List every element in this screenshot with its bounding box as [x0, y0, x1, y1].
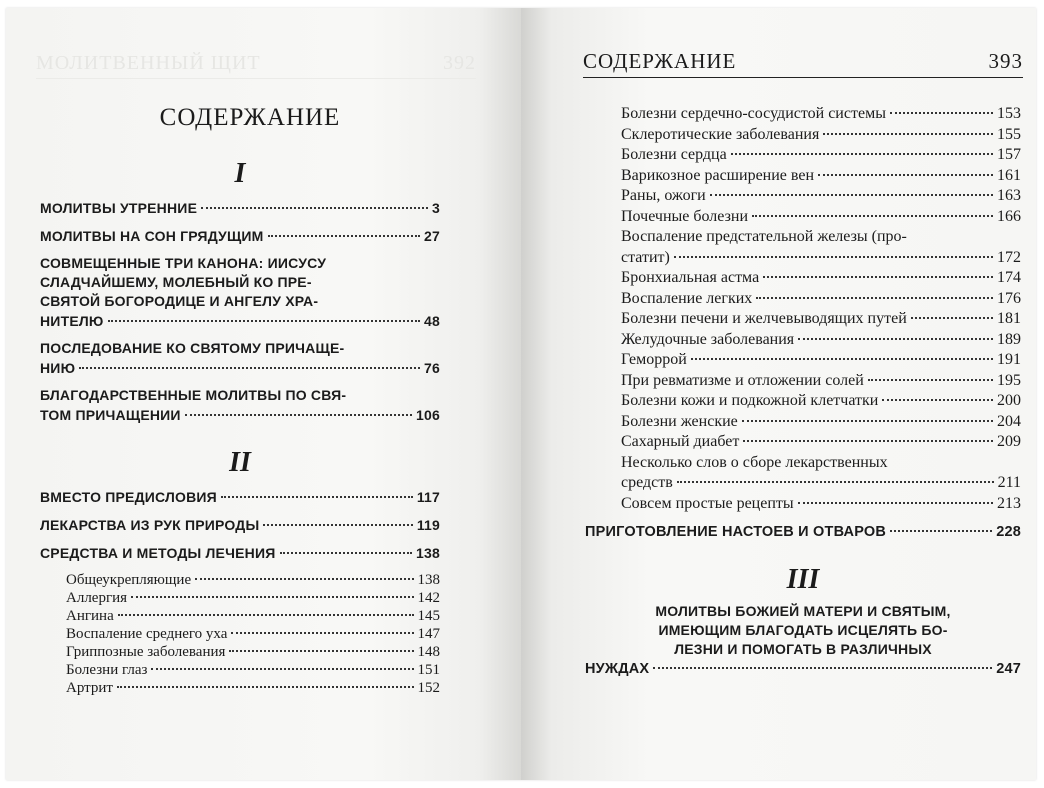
- toc-entry: [40, 198, 440, 218]
- toc-entry-line: ИМЕЮЩИМ БЛАГОДАТЬ ИСЦЕЛЯТЬ БО-: [658, 622, 948, 638]
- toc-entry: [621, 207, 1021, 228]
- toc-entry: [621, 391, 1021, 412]
- section-2-entries: [40, 487, 440, 571]
- toc-entry: [621, 432, 1021, 453]
- leader-dots: [195, 578, 413, 580]
- toc-entry-page: 161: [997, 166, 1021, 184]
- toc-entry: [621, 309, 1021, 330]
- leader-dots: [268, 235, 420, 237]
- toc-entry-page: 151: [417, 662, 440, 678]
- toc-entry-text: Воспаление легких: [621, 289, 753, 307]
- leader-dots: [131, 596, 413, 598]
- toc-entry: [621, 166, 1021, 187]
- toc-entry-line: СЛАДЧАЙШЕМУ, МОЛЕБНЫЙ КО ПРЕ-: [40, 274, 312, 290]
- toc-entry-page: 142: [417, 590, 440, 606]
- right-page-number: 393: [988, 49, 1023, 73]
- toc-entry: [40, 339, 440, 378]
- leader-dots: [79, 367, 420, 369]
- toc-entry: [621, 186, 1021, 207]
- toc-entry-page: 176: [997, 289, 1021, 307]
- left-sub-entries: [40, 571, 440, 697]
- leader-dots: [691, 358, 993, 360]
- leader-dots: [882, 399, 993, 401]
- section-1-entries: [40, 198, 440, 425]
- toc-entry-page: 157: [997, 146, 1021, 163]
- toc-entry: [621, 125, 1021, 146]
- toc-entry-text: Склеротические заболевания: [621, 125, 820, 143]
- leader-dots: [185, 414, 412, 416]
- section-mark-3: III: [786, 564, 820, 595]
- toc-entry: [621, 371, 1021, 392]
- leader-dots: [280, 552, 413, 554]
- toc-entry-page: 119: [416, 517, 440, 533]
- toc-entry-line: ПОСЛЕДОВАНИЕ КО СВЯТОМУ ПРИЧАЩЕ-: [40, 340, 345, 356]
- entry-gap: [40, 378, 440, 386]
- toc-entry-text: ПРИГОТОВЛЕНИЕ НАСТОЕВ И ОТВАРОВ: [585, 524, 887, 540]
- toc-entry: [621, 289, 1021, 310]
- toc-entry: [40, 226, 440, 246]
- toc-entry-page: 155: [997, 125, 1021, 143]
- toc-entry: [621, 432, 1021, 453]
- toc-entry-text: Артрит: [66, 680, 113, 696]
- toc-entry: [40, 386, 440, 425]
- toc-entry: [40, 254, 440, 331]
- toc-entry: [40, 198, 440, 218]
- leader-dots: [151, 668, 413, 670]
- toc-entry: [66, 607, 440, 625]
- toc-entry: [40, 358, 440, 378]
- left-toc: [40, 104, 440, 697]
- leader-dots: [818, 174, 993, 176]
- toc-entry-page: 145: [417, 608, 440, 624]
- toc-entry-page: 138: [416, 545, 440, 561]
- toc-entry: [621, 268, 1021, 289]
- leader-dots: [108, 320, 420, 322]
- toc-entry-text: Воспаление среднего уха: [66, 626, 228, 642]
- toc-entry-text: Болезни сердечно-сосудистой системы: [621, 105, 886, 122]
- toc-entry: [621, 104, 1021, 125]
- toc-entry: [585, 602, 1021, 679]
- toc-entry-line: СВЯТОЙ БОГОРОДИЦЕ И АНГЕЛУ ХРА-: [40, 293, 319, 309]
- toc-entry-line: БЛАГОДАРСТВЕННЫЕ МОЛИТВЫ ПО СВЯ-: [40, 387, 347, 403]
- toc-entry-text: Сахарный диабет: [621, 433, 740, 450]
- right-page: [521, 8, 1036, 780]
- toc-entry: [585, 659, 1021, 679]
- toc-entry: [40, 487, 440, 507]
- toc-entry-page: 189: [997, 330, 1021, 348]
- toc-entry-page: 213: [997, 494, 1021, 512]
- toc-entry: [40, 405, 440, 425]
- toc-entry-line: ЛЕЗНИ И ПОМОГАТЬ В РАЗЛИЧНЫХ: [674, 641, 932, 657]
- leader-dots: [653, 667, 992, 669]
- entry-gap: [40, 535, 440, 543]
- entry-gap: [40, 218, 440, 226]
- toc-entry-text: Бронхиальная астма: [621, 269, 760, 286]
- toc-entry: [40, 226, 440, 246]
- toc-entry: [66, 625, 440, 643]
- leader-dots: [117, 686, 414, 688]
- toc-entry-page: 147: [417, 626, 440, 642]
- leader-dots: [674, 256, 993, 258]
- leader-dots: [263, 524, 412, 526]
- left-page: [6, 8, 521, 780]
- toc-entry-page: 200: [997, 392, 1021, 409]
- toc-entry-page: 76: [424, 360, 440, 376]
- toc-entry: [621, 207, 1021, 228]
- toc-entry-page: 48: [424, 313, 440, 329]
- toc-entry-text: ВМЕСТО ПРЕДИСЛОВИЯ: [40, 489, 217, 505]
- toc-entry-text: Варикозное расширение вен: [621, 166, 815, 184]
- toc-entry-text: НИЮ: [40, 360, 76, 376]
- toc-entry: [66, 679, 440, 697]
- leader-dots: [229, 650, 413, 652]
- leader-dots: [868, 379, 993, 381]
- toc-entry-page: 174: [997, 269, 1021, 286]
- toc-entry-page: 204: [997, 412, 1021, 430]
- toc-entry: [40, 311, 440, 331]
- toc-entry-line: СОВМЕЩЕННЫЕ ТРИ КАНОНА: ИИСУСУ: [40, 255, 327, 271]
- leader-dots: [677, 481, 994, 483]
- leader-dots: [823, 133, 993, 135]
- toc-entry-text: Аллергия: [66, 590, 128, 606]
- leader-dots: [118, 614, 414, 616]
- toc-entry-page: 209: [997, 433, 1021, 450]
- leader-dots: [756, 297, 993, 299]
- leader-dots: [798, 338, 993, 340]
- toc-entry-page: 181: [997, 310, 1021, 327]
- toc-entry-text: Гриппозные заболевания: [66, 644, 226, 660]
- leader-dots: [742, 420, 993, 422]
- leader-dots: [763, 276, 993, 278]
- leader-dots: [911, 317, 993, 319]
- toc-entry-page: 153: [997, 105, 1021, 122]
- leader-dots: [743, 440, 993, 442]
- toc-entry-text: Почечные болезни: [621, 207, 749, 225]
- toc-entry-text: Общеукрепляющие: [66, 572, 192, 588]
- toc-entry: [621, 125, 1021, 146]
- toc-entry: [66, 643, 440, 661]
- toc-entry-text: МОЛИТВЫ НА СОН ГРЯДУЩИМ: [40, 228, 264, 244]
- toc-entry: [621, 473, 1021, 494]
- toc-entry-page: 228: [996, 524, 1021, 540]
- toc-entry-text: Болезни глаз: [66, 662, 148, 678]
- toc-entry: [621, 494, 1021, 515]
- toc-entry: [621, 453, 1021, 494]
- right-running-title: СОДЕРЖАНИЕ: [583, 49, 737, 73]
- toc-entry-line: МОЛИТВЫ БОЖИЕЙ МАТЕРИ И СВЯТЫМ,: [655, 603, 951, 619]
- toc-entry-page: 148: [417, 644, 440, 660]
- toc-entry-text: МОЛИТВЫ УТРЕННИЕ: [40, 200, 198, 216]
- toc-entry-text: Болезни печени и желчевыводящих путей: [621, 310, 907, 327]
- toc-entry-text: статит): [621, 248, 670, 266]
- toc-entry-text: Болезни женские: [621, 412, 738, 430]
- toc-entry: [621, 350, 1021, 371]
- toc-entry-line: Несколько слов о сборе лекарственных: [621, 453, 888, 471]
- toc-entry-page: 3: [432, 200, 440, 216]
- toc-entry-text: Геморрой: [621, 351, 687, 368]
- toc-entry: [40, 543, 440, 563]
- entry-gap: [40, 507, 440, 515]
- toc-entry-page: 172: [997, 248, 1021, 266]
- toc-entry: [621, 145, 1021, 166]
- entry-gap: [40, 563, 440, 571]
- toc-entry-page: 27: [424, 228, 440, 244]
- right-sub-entries: [585, 104, 1021, 514]
- toc-title: СОДЕРЖАНИЕ: [159, 104, 341, 131]
- toc-entry-preparation: [585, 522, 1021, 542]
- toc-entry-page: 195: [997, 371, 1021, 389]
- left-running-header: [36, 52, 476, 79]
- toc-entry: [621, 330, 1021, 351]
- leader-dots: [890, 112, 993, 114]
- leader-dots: [710, 194, 993, 196]
- toc-entry: [621, 166, 1021, 187]
- toc-entry-page: 247: [996, 661, 1021, 677]
- toc-entry: [621, 289, 1021, 310]
- leader-dots: [201, 207, 428, 209]
- leader-dots: [731, 153, 993, 155]
- toc-entry-prayers-saints: [585, 602, 1021, 679]
- toc-entry-page: 163: [997, 187, 1021, 204]
- toc-entry-page: 117: [416, 489, 440, 505]
- toc-entry: [66, 571, 440, 589]
- toc-entry-text: НУЖДАХ: [585, 661, 650, 677]
- toc-entry: [621, 371, 1021, 392]
- toc-entry-text: Болезни сердца: [621, 146, 727, 163]
- toc-entry-page: 152: [417, 680, 440, 696]
- toc-entry: [621, 268, 1021, 289]
- toc-entry: [621, 104, 1021, 125]
- toc-entry: [621, 412, 1021, 433]
- toc-entry-text: Раны, ожоги: [621, 187, 706, 204]
- leader-dots: [752, 215, 993, 217]
- leader-dots: [221, 496, 413, 498]
- entry-gap: [40, 331, 440, 339]
- toc-entry-text: НИТЕЛЮ: [40, 313, 104, 329]
- toc-entry: [621, 309, 1021, 330]
- toc-entry: [621, 412, 1021, 433]
- toc-entry: [621, 494, 1021, 515]
- toc-entry-text: СРЕДСТВА И МЕТОДЫ ЛЕЧЕНИЯ: [40, 545, 276, 561]
- toc-entry: [621, 227, 1021, 268]
- toc-entry-text: Болезни кожи и подкожной клетчатки: [621, 392, 879, 409]
- toc-entry: [621, 186, 1021, 207]
- toc-entry-page: 211: [997, 474, 1021, 491]
- leader-dots: [798, 502, 993, 504]
- toc-entry: [66, 661, 440, 679]
- toc-entry-page: 138: [417, 572, 440, 588]
- left-running-title: МОЛИТВЕННЫЙ ЩИТ: [36, 52, 261, 74]
- toc-entry-text: ТОМ ПРИЧАЩЕНИИ: [40, 407, 181, 423]
- right-running-header: [583, 49, 1023, 78]
- toc-entry-page: 166: [997, 207, 1021, 225]
- toc-entry-page: 191: [997, 351, 1021, 368]
- toc-entry-text: Совсем простые рецепты: [621, 494, 794, 512]
- toc-entry-text: Желудочные заболевания: [621, 330, 795, 348]
- open-book: [6, 8, 1036, 780]
- toc-entry-text: Ангина: [66, 608, 114, 624]
- section-mark-1: I: [234, 158, 246, 189]
- toc-entry-line: Воспаление предстательной железы (про-: [621, 228, 907, 245]
- toc-entry: [40, 515, 440, 535]
- toc-entry-text: средств: [621, 474, 673, 491]
- toc-entry-text: ЛЕКАРСТВА ИЗ РУК ПРИРОДЫ: [40, 517, 260, 533]
- leader-dots: [231, 632, 413, 634]
- left-page-number: 392: [443, 52, 476, 74]
- toc-entry-text: При ревматизме и отложении солей: [621, 371, 864, 389]
- entry-gap: [40, 246, 440, 254]
- toc-entry: [66, 589, 440, 607]
- toc-entry: [621, 350, 1021, 371]
- toc-entry: [621, 145, 1021, 166]
- toc-entry: [621, 330, 1021, 351]
- toc-entry: [621, 391, 1021, 412]
- leader-dots: [890, 530, 992, 532]
- toc-entry: [621, 248, 1021, 269]
- toc-entry-page: 106: [416, 407, 440, 423]
- section-mark-2: II: [229, 447, 251, 478]
- right-toc: [585, 104, 1021, 679]
